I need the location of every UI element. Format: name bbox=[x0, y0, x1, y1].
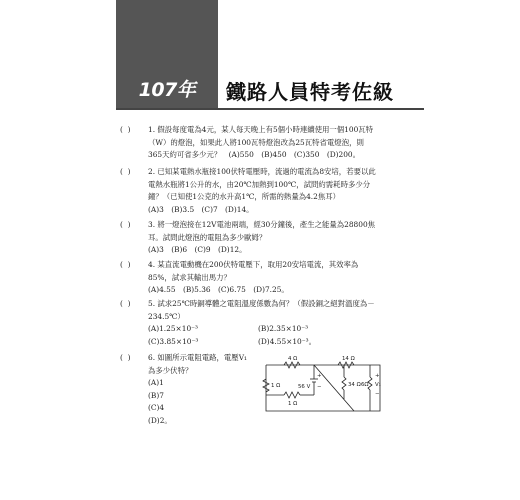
exam-year: 107年 bbox=[138, 79, 196, 101]
polarity-mark: − bbox=[317, 384, 322, 390]
question-2 bbox=[120, 166, 420, 216]
question-text-line: 耳。試問此燈泡的電阻為多少歐姆？ bbox=[148, 232, 267, 242]
option: (B)7 bbox=[148, 390, 164, 400]
exam-title: 鐵路人員特考佐級 bbox=[226, 80, 394, 104]
option: (C)3.85×10⁻³ bbox=[148, 336, 199, 346]
answer-paren: ( ) bbox=[120, 260, 131, 269]
question-5 bbox=[120, 298, 420, 348]
answer-paren: ( ) bbox=[120, 125, 131, 134]
question-4 bbox=[120, 259, 420, 297]
resistor-label: 14 Ω bbox=[342, 356, 355, 362]
resistor-label: 4 Ω bbox=[288, 356, 298, 362]
options-row: (A)4.55 (B)5.36 (C)6.75 (D)7.25。 bbox=[148, 285, 289, 295]
option: (D)4.55×10⁻³。 bbox=[258, 336, 316, 346]
question-text-line: 電熱水瓶將1公升的水，由20℃加熱到100℃，試問約需耗時多少分 bbox=[148, 179, 371, 189]
options-row: (A)3 (B)6 (C)9 (D)12。 bbox=[148, 245, 247, 255]
option: (D)2。 bbox=[148, 415, 172, 425]
polarity-mark: − bbox=[375, 391, 380, 397]
question-3 bbox=[120, 219, 420, 257]
resistor-label: 1 Ω bbox=[271, 383, 281, 389]
options-grid bbox=[148, 323, 420, 348]
question-text-line: 4. 某直流電動機在200伏特電壓下，取用20安培電流，其效率為 bbox=[148, 260, 359, 269]
question-text-line: 5. 試求25℃時銅導體之電阻溫度係數為何？（假設銅之絕對溫度為－ bbox=[148, 299, 375, 308]
answer-paren: ( ) bbox=[120, 299, 131, 308]
voltage-source-label: 56 V bbox=[298, 384, 311, 390]
year-block bbox=[116, 0, 218, 108]
voltage-label: V₁ bbox=[375, 382, 381, 388]
polarity-mark: + bbox=[317, 373, 322, 379]
question-text-line: 鐘？（已知使1公克的水升高1℃，所需的熱量為4.2焦耳） bbox=[148, 192, 341, 202]
question-text-line: 2. 已知某電熱水瓶接100伏特電壓時，流過的電流為8安培，若要以此 bbox=[148, 167, 376, 176]
question-text-line: 3. 將一燈泡接在12V電池兩端，經30分鐘後，產生之能量為28800焦 bbox=[148, 220, 376, 229]
polarity-mark: + bbox=[375, 373, 380, 379]
answer-paren: ( ) bbox=[120, 220, 131, 229]
question-text-line: 234.5℃） bbox=[148, 311, 185, 321]
resistor-label: 34 Ω bbox=[348, 382, 361, 388]
option: (A)1 bbox=[148, 378, 164, 388]
question-text-line: 365天約可省多少元？ (A)550 (B)450 (C)350 (D)200。 bbox=[148, 150, 361, 160]
question-text-line: 85%，試求其輸出馬力？ bbox=[148, 272, 231, 282]
question-text-line: 6. 如圖所示電阻電路，電壓V₁ bbox=[148, 353, 247, 362]
question-text-line: （W）的燈泡，如果此人將100瓦特燈泡改為25瓦特省電燈泡，則 bbox=[148, 137, 364, 147]
header-divider bbox=[116, 108, 424, 110]
question-text-line: 1. 假設每度電為4元，某人每天晚上有5個小時連續使用一個100瓦特 bbox=[148, 125, 374, 134]
resistor-circuit-diagram bbox=[262, 355, 384, 417]
question-text-line: 為多少伏特？ bbox=[148, 365, 193, 375]
option: (A)1.25×10⁻³ bbox=[148, 324, 199, 334]
resistor-label: 6Ω bbox=[361, 382, 369, 388]
options-row: (A)3 (B)3.5 (C)7 (D)14。 bbox=[148, 204, 254, 214]
option: (B)2.35×10⁻³ bbox=[258, 324, 309, 334]
answer-paren: ( ) bbox=[120, 353, 131, 362]
option: (C)4 bbox=[148, 403, 165, 413]
question-1 bbox=[120, 124, 420, 162]
resistor-label: 1 Ω bbox=[288, 401, 298, 407]
answer-paren: ( ) bbox=[120, 167, 131, 176]
